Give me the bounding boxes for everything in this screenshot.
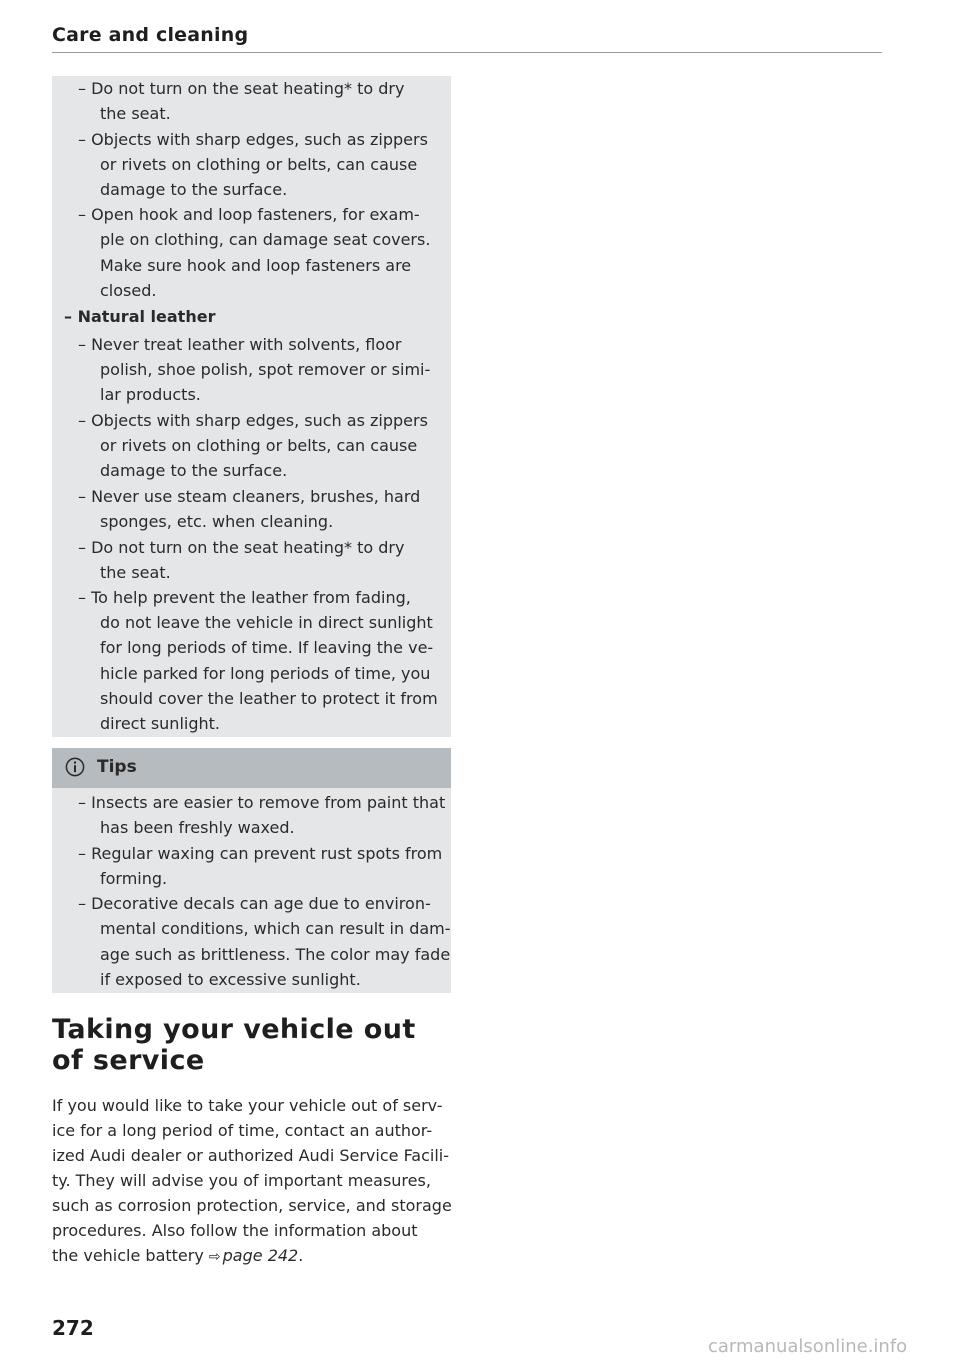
tips-line: age such as brittleness. The color may fade	[100, 945, 451, 964]
note-line: polish, shoe polish, spot remover or simi-	[100, 360, 431, 379]
note-line: ple on clothing, can damage seat covers.	[100, 230, 431, 249]
note-line: the seat.	[100, 563, 171, 582]
body-line: ized Audi dealer or authorized Audi Service Facili-	[52, 1146, 450, 1165]
page-number: 272	[52, 1316, 94, 1340]
section-heading-line-1: Taking your vehicle out	[52, 1014, 416, 1045]
tips-line: forming.	[100, 869, 168, 888]
info-icon	[65, 757, 85, 777]
tips-label: Tips	[97, 757, 137, 777]
note-line: direct sunlight.	[100, 714, 220, 733]
watermark: carmanualsonline.info	[708, 1336, 908, 1357]
note-line: – Do not turn on the seat heating* to dry	[78, 538, 405, 557]
body-text: the vehicle battery	[52, 1246, 204, 1265]
body-line: ty. They will advise you of important measures,	[52, 1171, 431, 1190]
page-ref-arrow-icon: ⇨	[208, 1249, 221, 1265]
note-line: for long periods of time. If leaving the ve-	[100, 638, 434, 657]
note-line: – Never use steam cleaners, brushes, hard	[78, 487, 421, 506]
tips-box	[52, 748, 451, 993]
note-line: – Never treat leather with solvents, floor	[78, 335, 402, 354]
note-box	[52, 76, 451, 737]
running-header	[52, 22, 882, 53]
note-line: – To help prevent the leather from fading,	[78, 588, 411, 607]
note-line: or rivets on clothing or belts, can cause	[100, 436, 418, 455]
note-line: – Open hook and loop fasteners, for exam-	[78, 205, 420, 224]
note-line: sponges, etc. when cleaning.	[100, 512, 334, 531]
body-line: procedures. Also follow the information about	[52, 1221, 418, 1240]
note-line: – Objects with sharp edges, such as zippers	[78, 130, 428, 149]
body-text-end: .	[298, 1246, 304, 1265]
page-ref-link[interactable]: page 242	[222, 1246, 299, 1265]
header-title: Care and cleaning	[52, 24, 249, 46]
note-line: or rivets on clothing or belts, can cause	[100, 155, 418, 174]
tips-line: – Insects are easier to remove from paint that	[78, 793, 446, 812]
note-line: – Do not turn on the seat heating* to dry	[78, 79, 405, 98]
tips-line: – Regular waxing can prevent rust spots from	[78, 844, 443, 863]
body-line: If you would like to take your vehicle out of serv-	[52, 1096, 443, 1115]
note-line: damage to the surface.	[100, 461, 288, 480]
note-line: lar products.	[100, 385, 201, 404]
note-line: do not leave the vehicle in direct sunlight	[100, 613, 433, 632]
body-line-last	[52, 1243, 303, 1270]
note-line: should cover the leather to protect it from	[100, 689, 438, 708]
tips-line: – Decorative decals can age due to environ-	[78, 894, 431, 913]
note-line: Make sure hook and loop fasteners are	[100, 256, 412, 275]
natural-leather-heading: – Natural leather	[64, 307, 216, 326]
tips-line: if exposed to excessive sunlight.	[100, 970, 361, 989]
tips-header	[52, 748, 451, 788]
note-line: hicle parked for long periods of time, you	[100, 664, 431, 683]
tips-line: mental conditions, which can result in dam-	[100, 919, 451, 938]
note-line: damage to the surface.	[100, 180, 288, 199]
note-line: closed.	[100, 281, 157, 300]
note-line: – Objects with sharp edges, such as zippers	[78, 411, 428, 430]
note-line: the seat.	[100, 104, 171, 123]
body-line: such as corrosion protection, service, and storage	[52, 1196, 452, 1215]
body-line: ice for a long period of time, contact an author-	[52, 1121, 433, 1140]
tips-line: has been freshly waxed.	[100, 818, 295, 837]
section-heading-line-2: of service	[52, 1045, 205, 1076]
